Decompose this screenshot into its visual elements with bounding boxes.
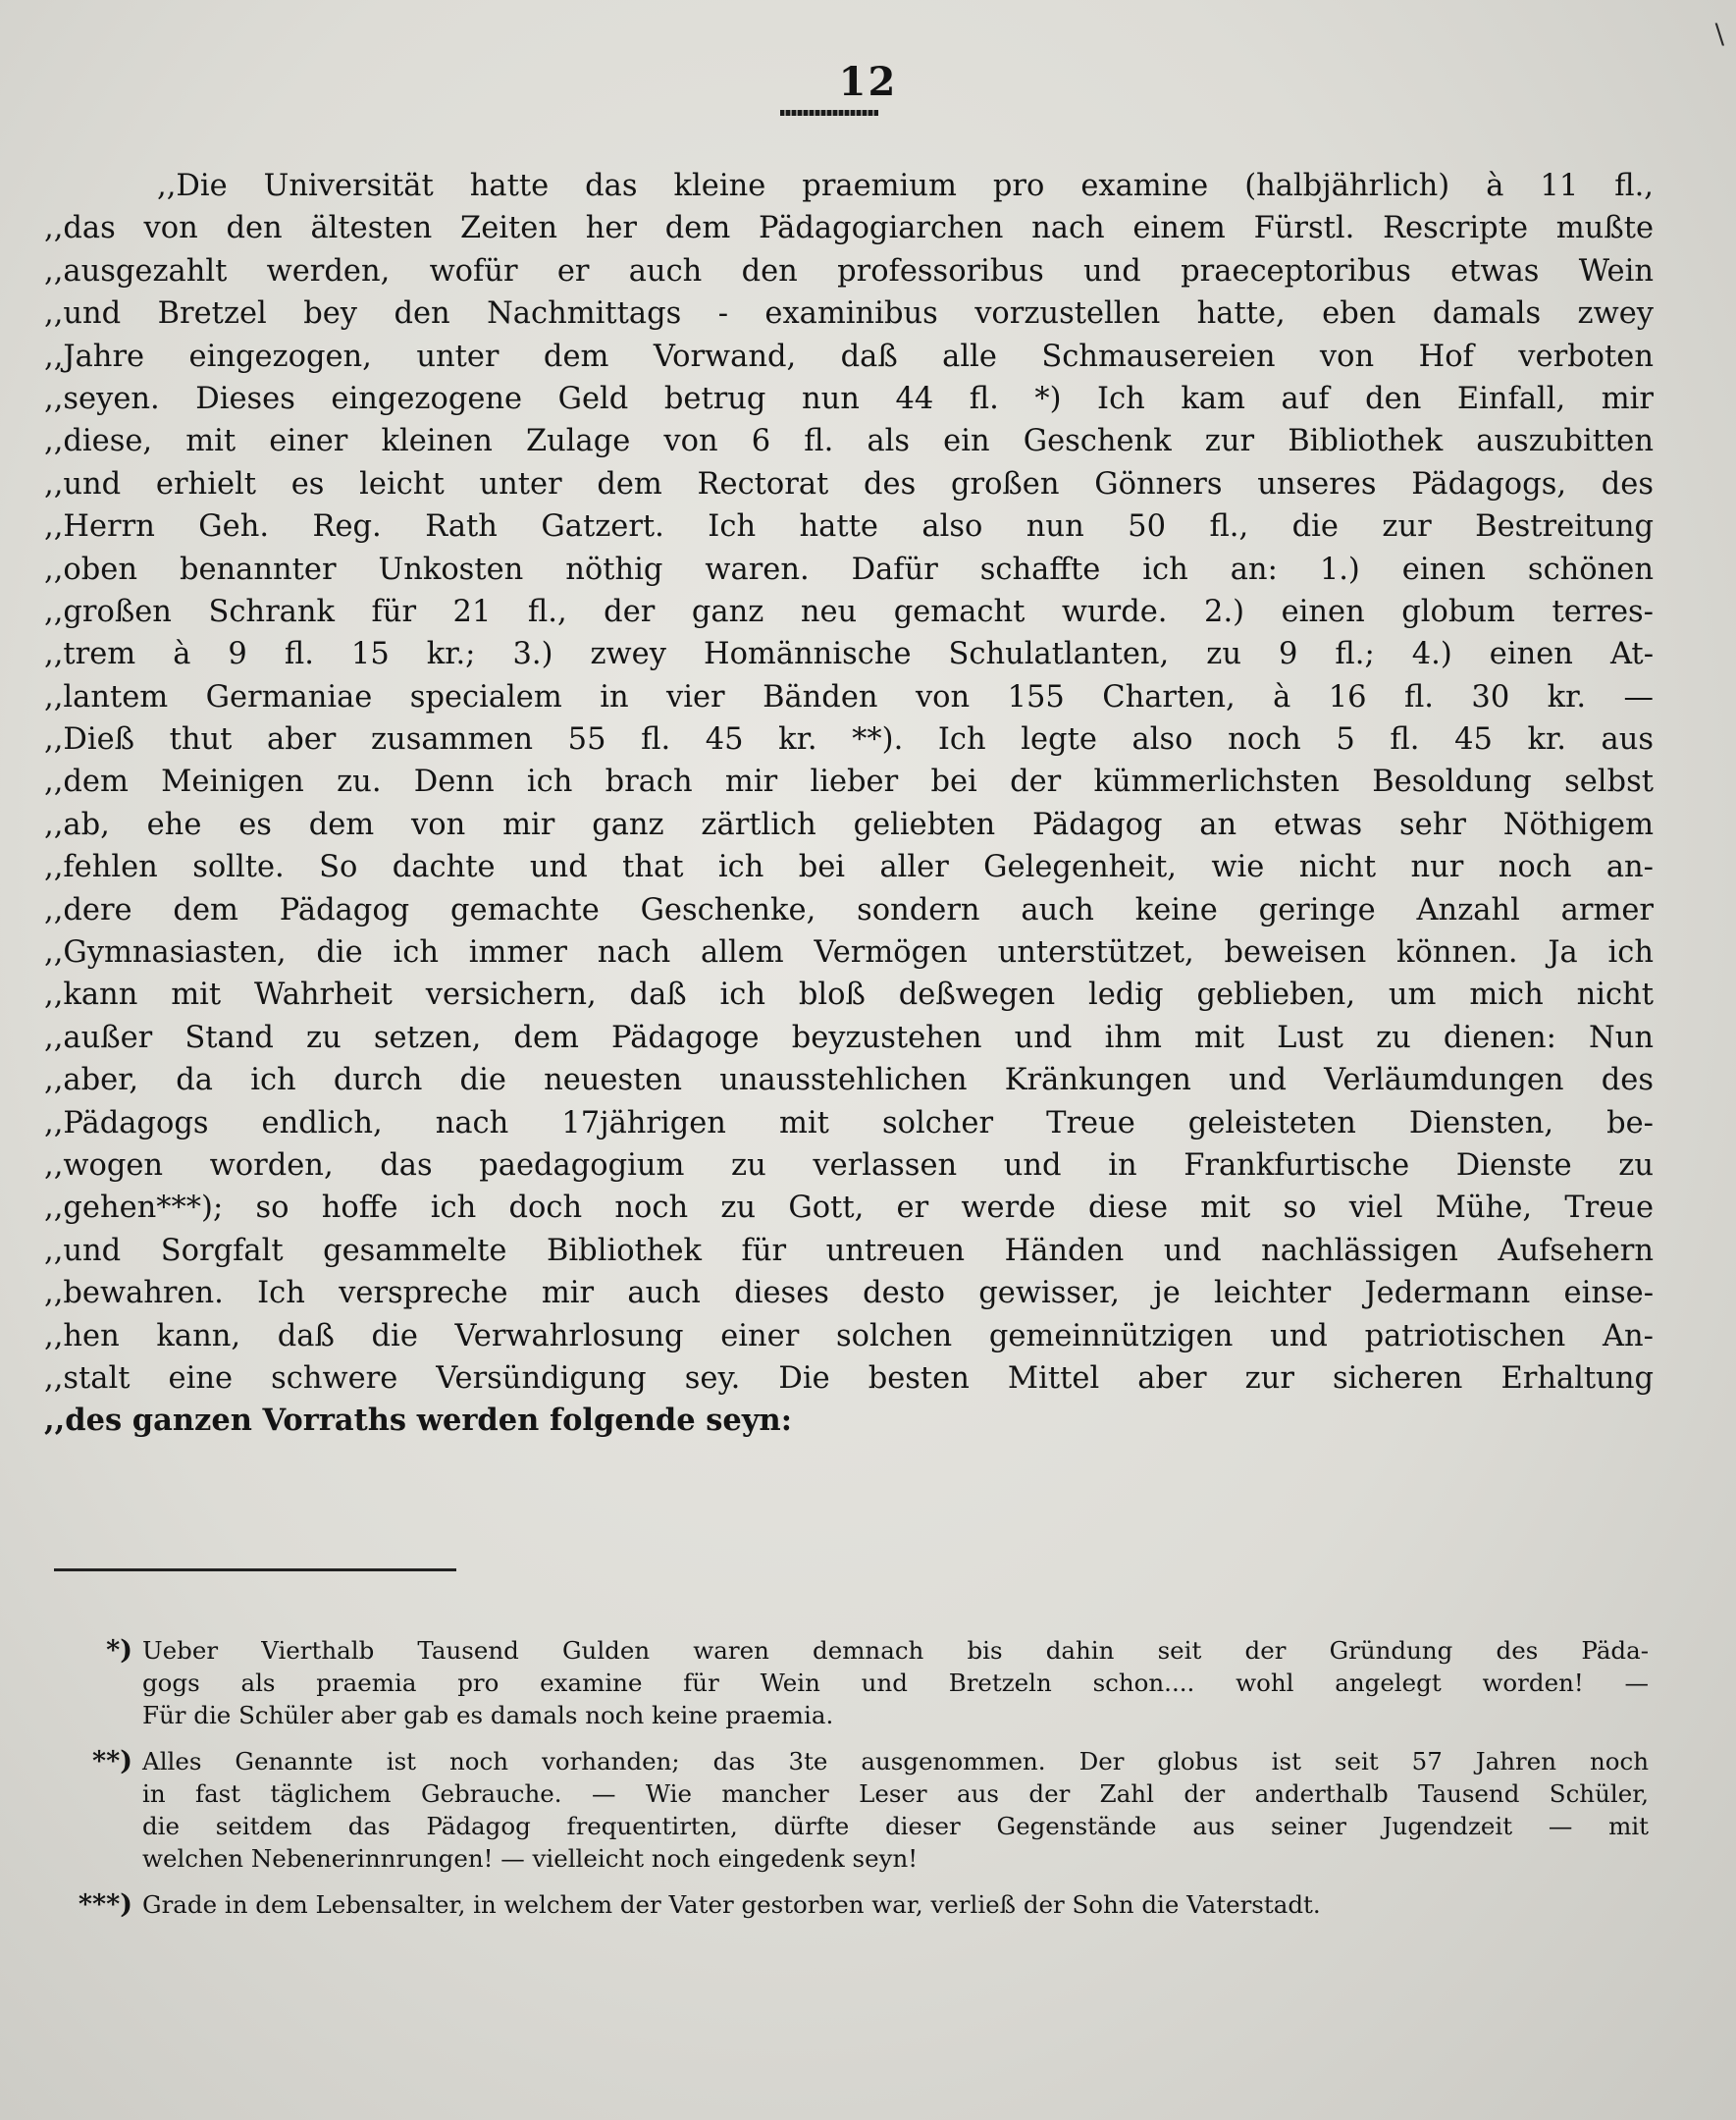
- footnote-line: gogs als praemia pro examine für Wein und Bretzeln schon.... wohl angelegt worden! —: [142, 1669, 1649, 1697]
- footnote-2: [29, 1745, 1649, 1875]
- text-line: ,,des ganzen Vorraths werden folgende seyn:: [44, 1403, 792, 1439]
- text-line: ,,gehen***); so hoffe ich doch noch zu Gott, er werde diese mit so viel Mühe, Treue: [44, 1191, 1654, 1226]
- text-line: ,,und Bretzel bey den Nachmittags - examinibus vorzustellen hatte, eben damals zwey: [44, 296, 1654, 332]
- text-line: ,,Die Universität hatte das kleine praemium pro examine (halbjährlich) à 11 fl.,: [157, 169, 1654, 203]
- text-line: ,,fehlen sollte. So dachte und that ich bei aller Gelegenheit, wie nicht nur noch an-: [44, 850, 1654, 885]
- text-line: ,,das von den ältesten Zeiten her dem Pädagogiarchen nach einem Fürstl. Rescripte mußte: [44, 211, 1654, 246]
- footnote-3: [29, 1888, 1649, 1921]
- text-line: ,,stalt eine schwere Versündigung sey. Die besten Mittel aber zur sicheren Erhaltung: [44, 1360, 1654, 1396]
- footnote-separator: [54, 1568, 456, 1571]
- footnote-1: [29, 1634, 1649, 1731]
- text-line: ,,diese, mit einer kleinen Zulage von 6 fl. als ein Geschenk zur Bibliothek auszubitten: [44, 424, 1654, 459]
- text-line: ,,und erhielt es leicht unter dem Rectorat des großen Gönners unseres Pädagogs, des: [44, 466, 1654, 502]
- text-line: ,,wogen worden, das paedagogium zu verlassen und in Frankfurtische Dienste zu: [44, 1147, 1654, 1183]
- main-text-block: [44, 165, 1654, 1443]
- text-line: ,,Jahre eingezogen, unter dem Vorwand, daß alle Schmausereien von Hof verboten: [44, 339, 1654, 374]
- text-line: ,,dem Meinigen zu. Denn ich brach mir lieber bei der kümmerlichsten Besoldung selbst: [44, 765, 1654, 800]
- footnote-line: Alles Genannte ist noch vorhanden; das 3te ausgenommen. Der globus ist seit 57 Jahren noch: [142, 1747, 1649, 1776]
- text-line: ,,oben benannter Unkosten nöthig waren. Dafür schaffte ich an: 1.) einen schönen: [44, 552, 1654, 587]
- text-line: ,,seyen. Dieses eingezogene Geld betrug nun 44 fl. *) Ich kam auf den Einfall, mir: [44, 381, 1654, 416]
- footnote-marker: *): [106, 1635, 132, 1666]
- footnote-line: welchen Nebenerinnrungen! — vielleicht noch eingedenk seyn!: [142, 1844, 919, 1873]
- text-line: ,,Dieß thut aber zusammen 55 fl. 45 kr. **). Ich legte also noch 5 fl. 45 kr. aus: [44, 722, 1654, 758]
- text-line: ,,außer Stand zu setzen, dem Pädagoge beyzustehen und ihm mit Lust zu dienen: Nun: [44, 1020, 1654, 1055]
- footnotes: [29, 1634, 1649, 1934]
- text-line: ,,trem à 9 fl. 15 kr.; 3.) zwey Homännische Schulatlanten, zu 9 fl.; 4.) einen At-: [44, 637, 1654, 672]
- text-line: ,,Gymnasiasten, die ich immer nach allem Vermögen unterstützet, beweisen können. Ja ich: [44, 935, 1654, 971]
- footnote-marker: ***): [78, 1889, 132, 1920]
- page-number: 12: [838, 59, 898, 105]
- footnote-line: in fast täglichem Gebrauche. — Wie mancher Leser aus der Zahl der anderthalb Tausend Schüler,: [142, 1779, 1649, 1808]
- text-line: ,,großen Schrank für 21 fl., der ganz neu gemacht wurde. 2.) einen globum terres-: [44, 594, 1654, 629]
- text-line: ,,hen kann, daß die Verwahrlosung einer solchen gemeinnützigen und patriotischen An-: [44, 1318, 1654, 1353]
- text-line: ,,dere dem Pädagog gemachte Geschenke, sondern auch keine geringe Anzahl armer: [44, 892, 1654, 928]
- edge-mark: \: [1714, 18, 1724, 50]
- text-line: ,,bewahren. Ich verspreche mir auch dieses desto gewisser, je leichter Jedermann einse-: [44, 1276, 1654, 1311]
- footnote-line: die seitdem das Pädagog frequentirten, dürfte dieser Gegenstände aus seiner Jugendzeit — mit: [142, 1812, 1649, 1840]
- text-line: ,,lantem Germaniae specialem in vier Bänden von 155 Charten, à 16 fl. 30 kr. —: [44, 679, 1654, 715]
- text-line: ,,aber, da ich durch die neuesten unausstehlichen Kränkungen und Verläumdungen des: [44, 1063, 1654, 1098]
- text-line: ,,ausgezahlt werden, wofür er auch den professoribus und praeceptoribus etwas Wein: [44, 253, 1654, 289]
- page-number-ornament: [780, 110, 878, 116]
- text-line: ,,Pädagogs endlich, nach 17jährigen mit solcher Treue geleisteten Diensten, be-: [44, 1105, 1654, 1140]
- footnote-marker: **): [91, 1746, 132, 1776]
- text-line: ,,ab, ehe es dem von mir ganz zärtlich geliebten Pädagog an etwas sehr Nöthigem: [44, 807, 1654, 842]
- footnote-line: Grade in dem Lebensalter, in welchem der Vater gestorben war, verließ der Sohn die Vaterstadt.: [142, 1890, 1321, 1919]
- text-line: ,,kann mit Wahrheit versichern, daß ich bloß deßwegen ledig geblieben, um mich nicht: [44, 978, 1654, 1013]
- text-line: ,,und Sorgfalt gesammelte Bibliothek für untreuen Händen und nachlässigen Aufsehern: [44, 1233, 1654, 1268]
- footnote-line: Für die Schüler aber gab es damals noch keine praemia.: [142, 1701, 834, 1729]
- text-line: ,,Herrn Geh. Reg. Rath Gatzert. Ich hatte also nun 50 fl., die zur Bestreitung: [44, 509, 1654, 545]
- footnote-line: Ueber Vierthalb Tausend Gulden waren demnach bis dahin seit der Gründung des Päda-: [142, 1636, 1649, 1665]
